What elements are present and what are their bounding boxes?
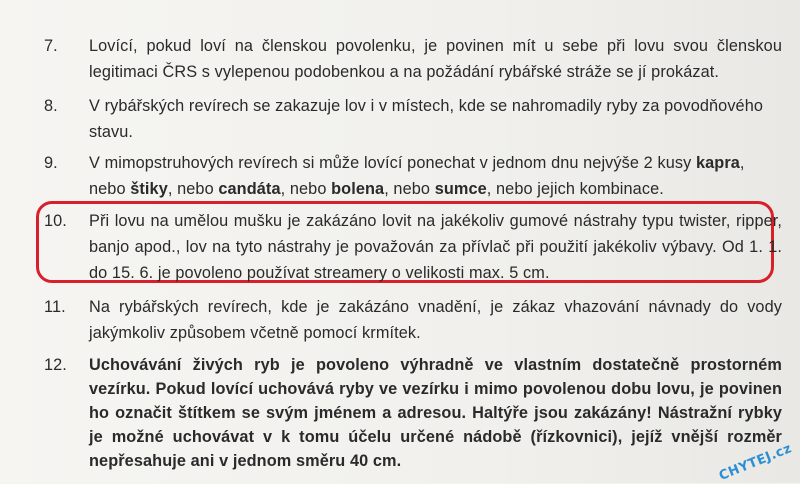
rule-10 xyxy=(44,208,782,286)
rule-text: V mimopstruhových revírech si může lovící ponechat v jednom dnu nejvýše 2 kusy kapra, nebo štiky, nebo candáta, nebo bolena, nebo sumce, nebo jejich kombinace. xyxy=(89,154,745,198)
rule-12 xyxy=(44,353,782,473)
rule-text: Uchovávání živých ryb je povoleno výhradně ve vlastním dostatečně prostorném vezírku. Pokud lovící uchovává ryby ve vezírku i mimo povolenou dobu lovu, je povinen ho označit štítkem se svým jménem a adresou. Haltýře jsou zakázány! Nástražní rybky je možné uchovávat v k tomu účelu určené nádobě (řízkovnici), jejíž vnější rozměr nepřesahuje ani v jednom směru 40 cm. xyxy=(89,356,782,470)
rule-7 xyxy=(44,33,782,85)
rule-number: 10. xyxy=(44,212,67,230)
rule-11 xyxy=(44,294,782,346)
rule-number: 7. xyxy=(44,37,58,55)
rule-9 xyxy=(44,150,782,202)
rule-8 xyxy=(44,93,782,145)
watermark-logo: CHYTEJ.cz xyxy=(716,441,794,484)
rule-text: Při lovu na umělou mušku je zakázáno lovit na jakékoliv gumové nástrahy typu twister, ripper, banjo apod., lov na tyto nástrahy je považován za přívlač při použití jakékoliv výbavy. Od 1. 1. do 15. 6. je povoleno používat streamery o velikosti max. 5 cm. xyxy=(89,212,782,282)
fish-sumce: sumce xyxy=(434,180,487,198)
rule-text: V rybářských revírech se zakazuje lov i v místech, kde se nahromadily ryby za povodňového stavu. xyxy=(89,97,764,141)
rule-number: 8. xyxy=(44,97,58,115)
fish-candata: candáta xyxy=(218,180,281,198)
fish-bolena: bolena xyxy=(331,180,385,198)
rule-number: 12. xyxy=(44,356,67,374)
rule-text: Lovící, pokud loví na členskou povolenku, je povinen mít u sebe při lovu svou členskou legitimaci ČRS s vylepenou podobenkou a na požádání rybářské stráže se jí prokázat. xyxy=(89,37,782,81)
fish-kapra: kapra xyxy=(695,154,740,172)
rule-text: Na rybářských revírech, kde je zakázáno vnadění, je zákaz vhazování návnady do vody jakýmkoliv způsobem včetně pomocí krmítek. xyxy=(89,298,782,342)
rule-number: 9. xyxy=(44,154,58,172)
rule-number: 11. xyxy=(44,298,66,316)
fish-stiky: štiky xyxy=(130,180,168,198)
